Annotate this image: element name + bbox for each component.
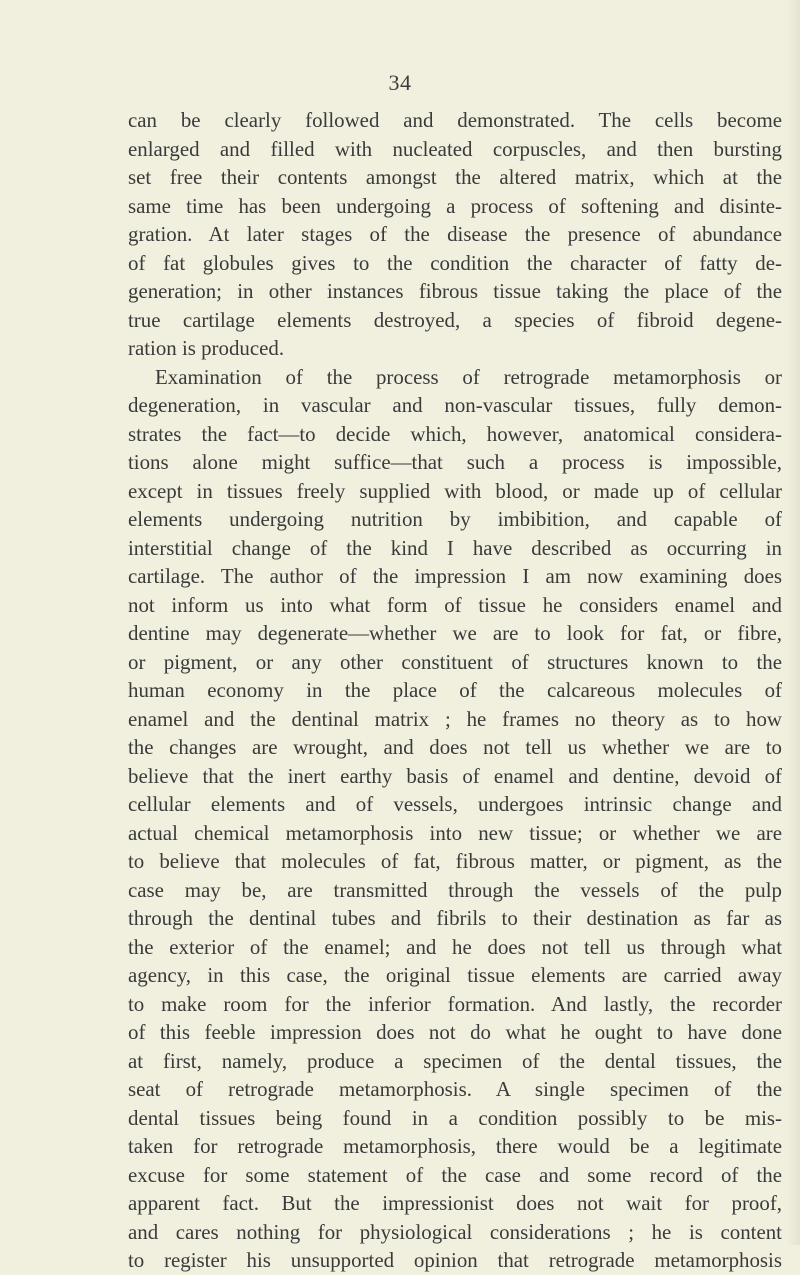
text-line: at first, namely, produce a specimen of the dental tissues, the <box>128 1048 782 1073</box>
text-line: excuse for some statement of the case and some record of the <box>128 1162 782 1187</box>
text-line: cartilage. The author of the impression I am now examining does <box>128 564 782 588</box>
text-line: to register his unsupported opinion that retrograde metamorphosis <box>128 1248 782 1272</box>
text-line: and cares nothing for physiological considerations ; he is content <box>128 1219 782 1244</box>
text-line: taken for retrograde metamorphosis, there would be a legitimate <box>128 1134 782 1158</box>
text-line: human economy in the place of the calcareous molecules of <box>128 678 782 702</box>
text-line: the changes are wrought, and does not tell us whether we are to <box>128 735 782 759</box>
text-line: set free their contents amongst the altered matrix, which at the <box>128 165 782 189</box>
text-line: through the dentinal tubes and fibrils to their destination as far as <box>128 906 782 930</box>
text-line: the exterior of the enamel; and he does not tell us through what <box>128 934 782 959</box>
text-line: generation; in other instances fibrous tissue taking the place of the <box>128 279 782 303</box>
text-line: believe that the inert earthy basis of enamel and dentine, devoid of <box>128 763 782 788</box>
text-line: Examination of the process of retrograde metamorphosis or <box>155 364 782 389</box>
text-line: interstitial change of the kind I have described as occurring in <box>128 535 782 560</box>
text-line: dentine may degenerate—whether we are to look for fat, or fibre, <box>128 621 782 645</box>
text-line: enlarged and filled with nucleated corpuscles, and then bursting <box>128 136 782 161</box>
text-line: ration is produced. <box>128 336 285 360</box>
text-line: not inform us into what form of tissue he considers enamel and <box>128 592 782 617</box>
text-line: except in tissues freely supplied with blood, or made up of cellular <box>128 478 782 503</box>
text-line: to make room for the inferior formation. And lastly, the recorder <box>128 991 782 1016</box>
page-number: 34 <box>388 70 412 95</box>
text-line: to believe that molecules of fat, fibrous matter, or pigment, as the <box>128 849 782 873</box>
text-line: seat of retrograde metamorphosis. A single specimen of the <box>128 1077 782 1101</box>
text-line: elements undergoing nutrition by imbibition, and capable of <box>128 507 782 531</box>
text-line: tions alone might suffice—that such a process is impossible, <box>128 450 782 474</box>
text-line: agency, in this case, the original tissue elements are carried away <box>128 963 782 987</box>
text-line: gration. At later stages of the disease the presence of abundance <box>128 222 782 246</box>
text-line: degeneration, in vascular and non-vascular tissues, fully demon- <box>128 393 782 417</box>
text-line: can be clearly followed and demonstrated. The cells become <box>128 108 782 132</box>
text-line: of fat globules gives to the condition the character of fatty de- <box>128 250 782 275</box>
text-line: actual chemical metamorphosis into new tissue; or whether we are <box>128 820 782 845</box>
text-line: enamel and the dentinal matrix ; he frames no theory as to how <box>128 706 782 731</box>
text-line: apparent fact. But the impressionist does not wait for proof, <box>128 1191 782 1215</box>
page-edge-shadow <box>786 0 800 1245</box>
text-line: strates the fact—to decide which, however, anatomical considera- <box>128 421 782 446</box>
text-line: same time has been undergoing a process of softening and disinte- <box>128 193 782 218</box>
text-line: case may be, are transmitted through the vessels of the pulp <box>128 877 782 902</box>
text-line: dental tissues being found in a condition possibly to be mis- <box>128 1105 782 1130</box>
text-line: cellular elements and of vessels, undergoes intrinsic change and <box>128 792 782 816</box>
body-text <box>128 106 782 1275</box>
text-line: true cartilage elements destroyed, a species of fibroid degene- <box>128 307 782 332</box>
text-line: of this feeble impression does not do what he ought to have done <box>128 1020 782 1044</box>
text-line: or pigment, or any other constituent of structures known to the <box>128 649 782 674</box>
